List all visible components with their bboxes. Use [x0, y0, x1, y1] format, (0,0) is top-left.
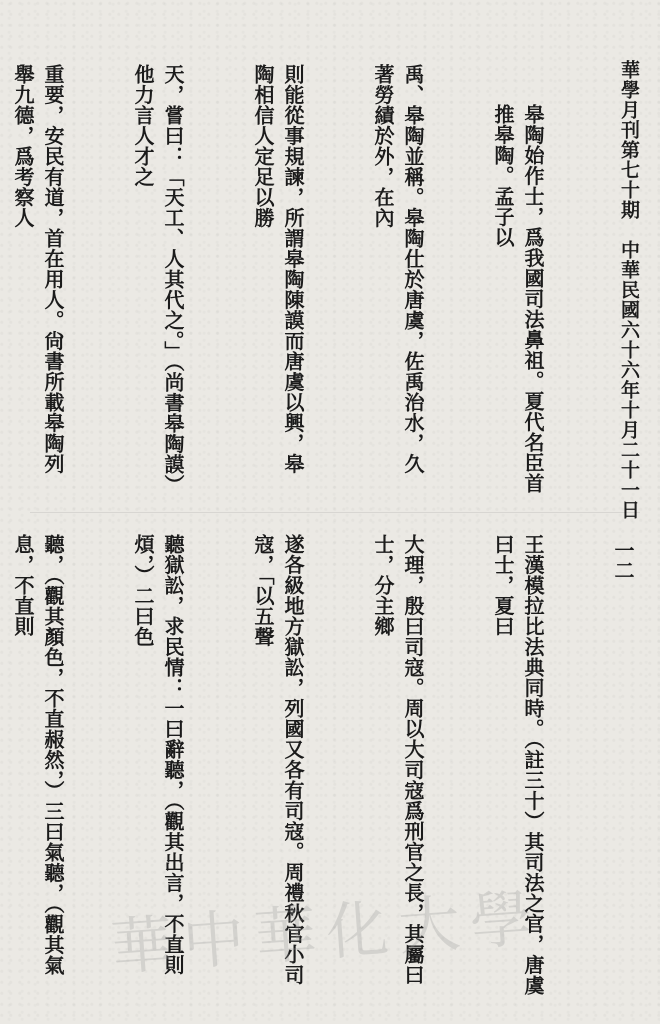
article-top-section: [11, 64, 608, 494]
page-header: [612, 60, 646, 520]
issue-date: 中華民國六十六年十月二十一日: [618, 240, 640, 520]
paragraph-line: 則能從事規諫，所謂皋陶陳謨而唐虞以興，皋陶相信人定足以勝: [251, 64, 305, 474]
paragraph-line: 大理，殷曰司寇。周以大司寇爲刑官之長，其屬曰士，分主鄉: [371, 534, 425, 985]
paragraph-line: 聽獄訟，求民情：一曰辭聽，（觀其出言，不直則煩，）二曰色: [131, 534, 185, 975]
library-watermark: 華中華化大學: [108, 881, 545, 985]
journal-title: 華學月刊第七十期: [618, 60, 640, 220]
paragraph-line: 天，嘗曰：「天工、人其代之。」（尚書皋陶謨）他力言人才之: [131, 64, 185, 485]
paragraph-line: 皋陶始作士，爲我國司法鼻祖。夏代名臣首推皋陶。孟子以: [491, 104, 545, 494]
paragraph-line: 王漢模拉比法典同時。（註三十）其司法之官，唐虞曰士，夏曰: [491, 534, 545, 996]
paragraph-line: 禹、皋陶並稱。皋陶仕於唐虞，佐禹治水，久著勞績於外，在內: [371, 64, 425, 474]
paragraph-line: 聽，（觀其顏色，不直赧然，）三曰氣聽，（觀其氣息，不直則: [11, 534, 65, 976]
page-number: 一二: [611, 540, 635, 580]
paragraph-line: 重要，安民有道，首在用人。尙書所載皋陶列舉九德，爲考察人: [11, 64, 65, 474]
paragraph-line: 遂各級地方獄訟，列國又各有司寇。周禮秋官小司寇，「以五聲: [251, 534, 305, 985]
section-divider: [30, 512, 640, 513]
